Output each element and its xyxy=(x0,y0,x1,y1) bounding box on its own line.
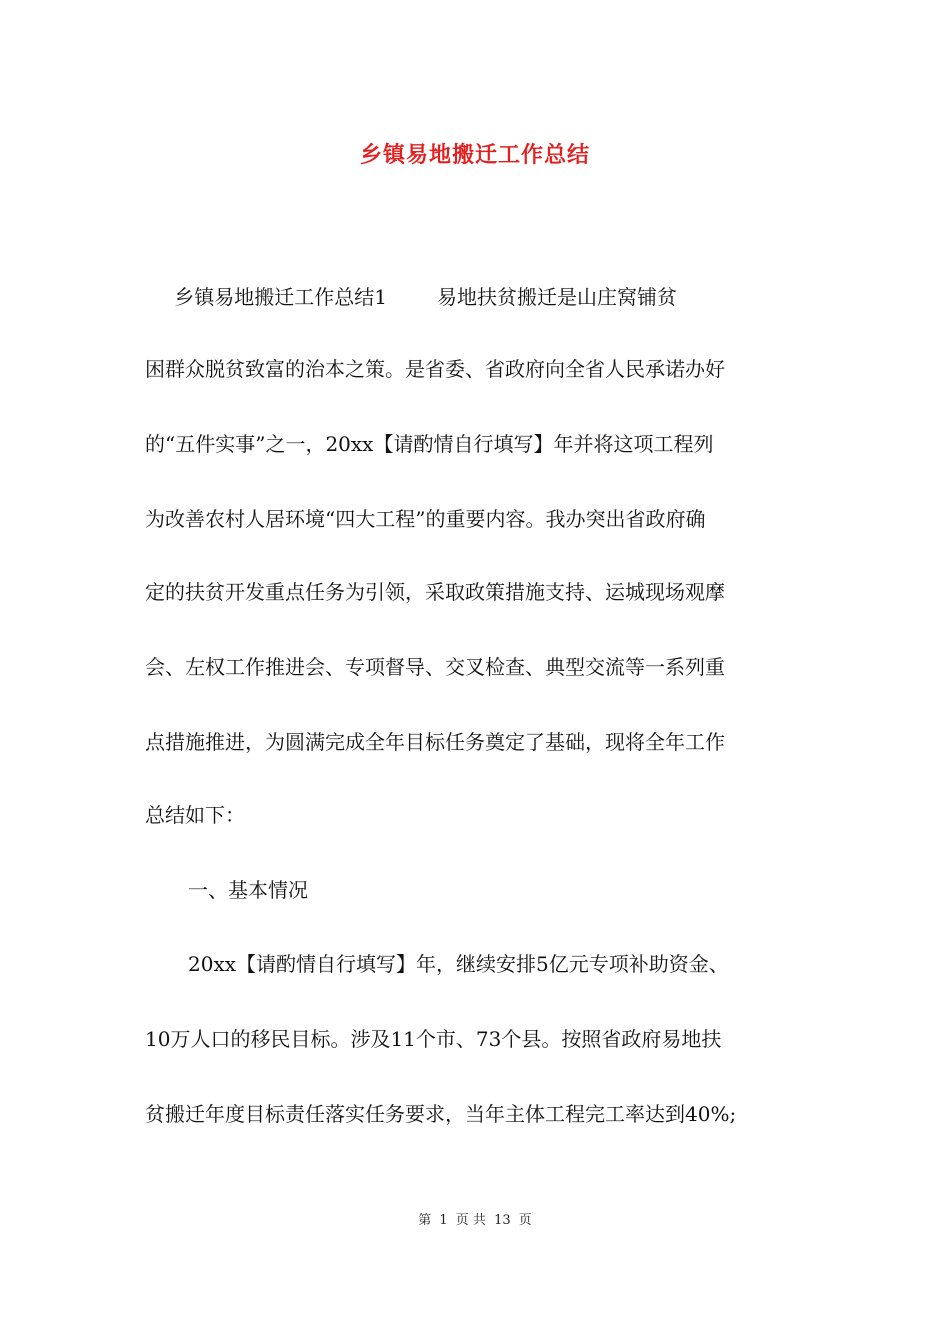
paragraph-line: 总结如下： xyxy=(145,803,245,827)
paragraph-line: 的“五件实事”之一，20xx【请酌情自行填写】年并将这项工程列 xyxy=(145,432,714,456)
footer-total-pages: 13 xyxy=(494,1213,511,1228)
page-footer xyxy=(0,1209,950,1228)
paragraph-line: 定的扶贫开发重点任务为引领，采取政策措施支持、运城现场观摩 xyxy=(145,580,725,604)
paragraph-line: 贫搬迁年度目标责任落实任务要求，当年主体工程完工率达到40%; xyxy=(145,1102,737,1126)
footer-suffix: 页 xyxy=(518,1213,532,1228)
section-heading: 一、基本情况 xyxy=(188,878,308,902)
footer-page-number: 1 xyxy=(439,1213,448,1228)
paragraph-line: 10万人口的移民目标。涉及11个市、73个县。按照省政府易地扶 xyxy=(145,1027,722,1051)
paragraph-line: 为改善农村人居环境“四大工程”的重要内容。我办突出省政府确 xyxy=(145,507,706,531)
paragraph-line xyxy=(145,283,815,311)
section-label: 乡镇易地搬迁工作总结1 xyxy=(174,285,387,309)
paragraph-text: 易地扶贫搬迁是山庄窝铺贫 xyxy=(437,285,677,309)
paragraph-line: 会、左权工作推进会、专项督导、交叉检查、典型交流等一系列重 xyxy=(145,655,725,679)
footer-middle: 页 共 xyxy=(455,1213,486,1228)
document-title: 乡镇易地搬迁工作总结 xyxy=(359,143,590,168)
paragraph-line: 困群众脱贫致富的治本之策。是省委、省政府向全省人民承诺办好 xyxy=(145,357,725,381)
paragraph-line: 20xx【请酌情自行填写】年，继续安排5亿元专项补助资金、 xyxy=(188,952,729,976)
paragraph-line: 点措施推进，为圆满完成全年目标任务奠定了基础，现将全年工作 xyxy=(145,730,725,754)
footer-prefix: 第 xyxy=(418,1213,432,1228)
